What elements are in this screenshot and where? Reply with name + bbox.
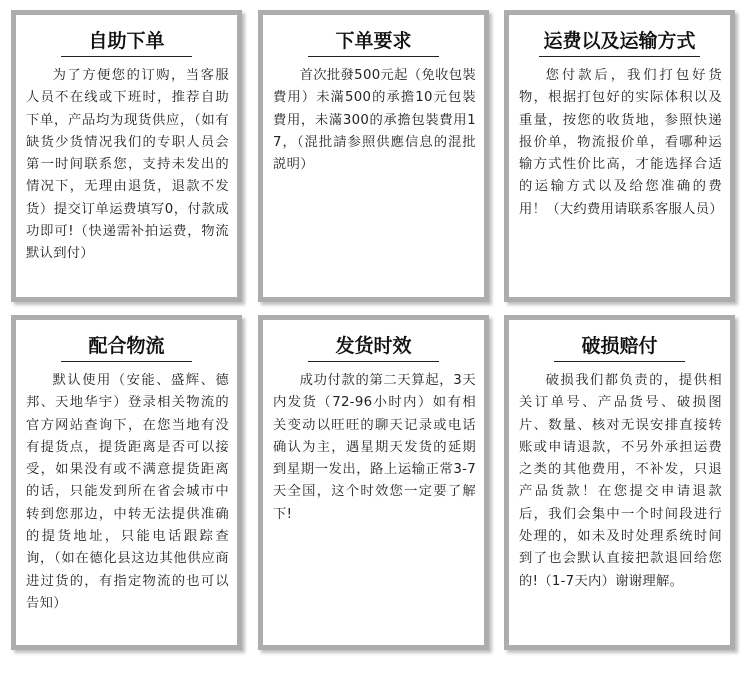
card-order-requirements (258, 10, 489, 302)
card-title: 发货时效 (308, 332, 439, 362)
card-self-order (11, 10, 242, 302)
card-body: 破损我们都负责的，提供相关订单号、产品货号、破损图片、数量、核对无误安排直接转账或申请退款，不另外承担运费之类的其他费用，不补发，只退产品货款！在您提交申请退款后，我们会集中一个时间段进行处理的，如未及时处理系统时间到了也会默认直接把款退回给您的!（1-7天内）谢谢理解。 (519, 373, 722, 589)
card-shipping-methods (504, 10, 735, 302)
card-body: 默认使用（安能、盛辉、德邦、天地华宇）登录相关物流的官方网站查询下，在您当地有没有提货点，提货距离是否可以接受，如果没有或不满意提货距离的话，只能发到所在省会城市中转到您那边，中转无法提供准确的提货地址，只能电话跟踪查询，（如在德化县这边其他供应商进过货的，有指定物流的也可以告知） (26, 373, 229, 611)
card-logistics (11, 315, 242, 650)
card-title: 破损赔付 (554, 332, 685, 362)
card-body: 首次批發500元起（免收包裝費用）未滿500的承擔10元包裝費用，未滿300的承擔包裝費用17，（混批請参照供應信息的混批説明） (273, 68, 476, 173)
card-title: 配合物流 (61, 332, 192, 362)
card-body: 成功付款的第二天算起，3天内发货（72-96小时内）如有相关变动以旺旺的聊天记录或电话确认为主，遇星期天发货的延期到星期一发出，路上运输正常3-7天全国，这个时效您一定要了解下! (273, 373, 476, 522)
card-damage-compensation (504, 315, 735, 650)
card-delivery-time (258, 315, 489, 650)
card-body: 您付款后，我们打包好货物，根据打包好的实际体积以及重量，按您的收货地，参照快递报价单，物流报价单，看哪种运输方式性价比高，才能选择合适的运输方式以及给您准确的费用！（大约费用请联系客服人员） (519, 68, 723, 217)
card-title: 自助下单 (61, 27, 192, 57)
card-title: 下单要求 (308, 27, 439, 57)
card-title: 运费以及运输方式 (539, 27, 700, 57)
card-body: 为了方便您的订购，当客服人员不在线或下班时，推荐自助下单，产品均为现货供应，（如有缺货少货情况我们的专职人员会第一时间联系您，支持未发出的情况下，无理由退货，退款不发货）提交订单运费填写0，付款成功即可!（快递需补拍运费，物流默认到付） (26, 68, 229, 262)
